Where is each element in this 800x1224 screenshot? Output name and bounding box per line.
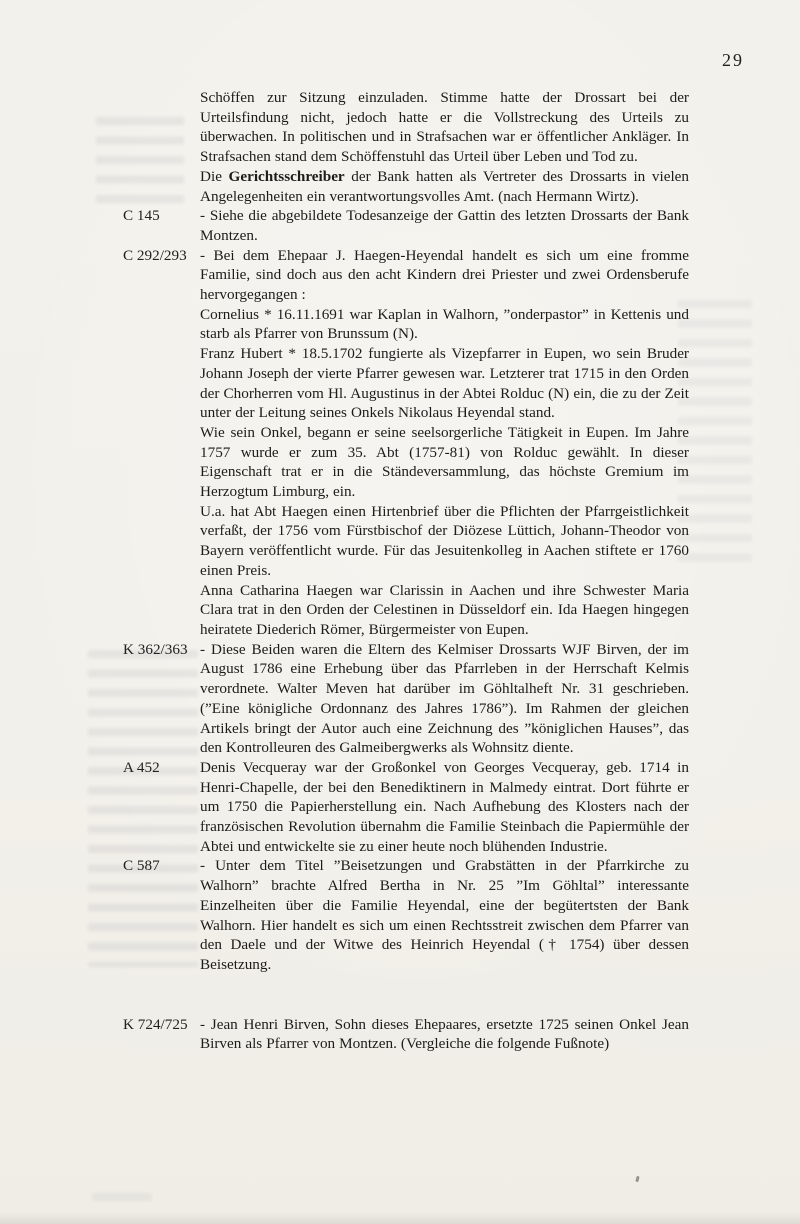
entry-label: C 292/293 [123, 246, 187, 264]
entry-content [200, 206, 689, 245]
paragraph-segment: Die [200, 167, 229, 185]
stray-mark [635, 1176, 639, 1183]
entry-k-362-363 [123, 640, 689, 758]
bleed-through-artifact [678, 295, 752, 563]
entry-intro [123, 88, 689, 206]
entry-content [200, 758, 689, 857]
entry-content [200, 1015, 689, 1054]
entry-k-724-725 [123, 1015, 689, 1054]
paragraph: U.a. hat Abt Haegen einen Hirtenbrief über die Pflichten der Pfarrgeistlichkeit verfaßt, der 1756 vom Fürstbischof der Diözese Lüttich, Johann-Theodor von Bayern veröffentlicht wurde. Für das Jesuitenkolleg in Aachen stiftete er 1760 einen Preis. [200, 502, 689, 579]
entry-content [200, 246, 689, 640]
paragraph: Anna Catharina Haegen war Clarissin in Aachen und ihre Schwester Maria Clara trat in den Orden der Celestinen in Düsseldorf ein. Ida Haegen hingegen heiratete Diederich Römer, Bürgermeister von Eupen. [200, 581, 689, 638]
paragraph: - Siehe die abgebildete Todesanzeige der Gattin des letzten Drossarts der Bank Montzen. [200, 207, 689, 244]
bold-term: Gerichtsschreiber [228, 167, 345, 185]
entry-content [200, 88, 689, 206]
entry-label: C 145 [123, 207, 160, 225]
entry-c-292-293 [123, 246, 689, 640]
entry-label: A 452 [123, 758, 160, 776]
entry-label: K 362/363 [123, 640, 188, 658]
paragraph: - Unter dem Titel ”Beisetzungen und Grabstätten in der Pfarrkirche zu Walhorn” brachte Alfred Bertha in Nr. 25 ”Im Göhltal” interessante Einzelheiten über die Familie Heyendal, eine der begütertsten der Bank Walhorn. Hier handelt es sich um einen Rechtsstreit zwischen dem Pfarrer van den Daele und der Witwe des Heinrich Heyendal († 1754) über dessen Beisetzung. [200, 857, 689, 973]
paragraph: Schöffen zur Sitzung einzuladen. Stimme hatte der Drossart bei der Urteilsfindung nicht, jedoch hatte er die Vollstreckung des Urteils zu überwachen. In politischen und in Strafsachen war er öffentlicher Ankläger. In Strafsachen stand dem Schöffenstuhl das Urteil über Leben und Tod zu. [200, 89, 689, 166]
paragraph [200, 167, 689, 206]
paragraph: Wie sein Onkel, begann er seine seelsorgerliche Tätigkeit in Eupen. Im Jahre 1757 wurde er zum 35. Abt (1757-81) von Rolduc gewählt. In dieser Eigenschaft trat er in die Ständeversammlung, das höchste Gremium im Herzogtum Limburg, ein. [200, 423, 689, 501]
paragraph: Franz Hubert * 18.5.1702 fungierte als Vizepfarrer in Eupen, wo sein Bruder Johann Joseph der vierte Pfarrer gewesen war. Letzterer trat 1715 in den Orden der Chorherren vom Hl. Augustinus in der Abtei Rolduc (N) ein, die zu der Zeit unter der Leitung seines Onkels Nikolaus Heyendal stand. [200, 345, 689, 422]
entry-content [200, 856, 689, 974]
paragraph: - Jean Henri Birven, Sohn dieses Ehepaares, ersetzte 1725 seinen Onkel Jean Birven als Pfarrer von Montzen. (Vergleiche die folgende Fußnote) [200, 1015, 689, 1053]
page-number: 29 [722, 50, 744, 70]
entry-a-452 [123, 758, 689, 857]
text-block [123, 88, 689, 1054]
entry-label: K 724/725 [123, 1015, 188, 1033]
bleed-through-artifact [92, 1188, 152, 1206]
paragraph: Denis Vecqueray war der Großonkel von Georges Vecqueray, geb. 1714 in Henri-Chapelle, der bei den Benediktinern in Malmedy eintrat. Dort führte er um 1750 die Papierherstellung ein. Nach Aufhebung des Klosters nach der französischen Revolution übernahm die Familie Steinbach die Papiermühle der Abtei und entwickelte sie zu einer heute noch blühenden Industrie. [200, 758, 689, 855]
paragraph: - Bei dem Ehepaar J. Haegen-Heyendal handelt es sich um eine fromme Familie, sind doch aus den acht Kindern drei Priester und zwei Ordensberufe hervorgegangen : [200, 246, 689, 304]
paragraph: - Diese Beiden waren die Eltern des Kelmiser Drossarts WJF Birven, der im August 1786 eine Erhebung über das Pfarrleben in der Herrschaft Kelmis verordnete. Walter Meven hat darüber im Göhltalheft Nr. 31 geschrieben. (”Eine königliche Ordonnanz des Jahres 1786”). Im Rahmen der gleichen Artikels bringt der Autor auch eine Zeichnung des ”königlichen Hauses”, das den Kontrolleuren des Galmeibergwerks als Wohnsitz diente. [200, 640, 689, 757]
paragraph: Cornelius * 16.11.1691 war Kaplan in Walhorn, ”onderpastor” in Kettenis und starb als Pfarrer von Brunssum (N). [200, 305, 689, 343]
entry-c-587 [123, 856, 689, 974]
entry-content [200, 640, 689, 758]
paragraph-segment: der Bank hatten als Vertreter des Drossarts in vielen Angelegenheiten ein verantwortungsvolles Amt. (nach Hermann Wirtz). [200, 167, 689, 205]
entry-label: C 587 [123, 857, 160, 875]
entry-c-145 [123, 206, 689, 245]
